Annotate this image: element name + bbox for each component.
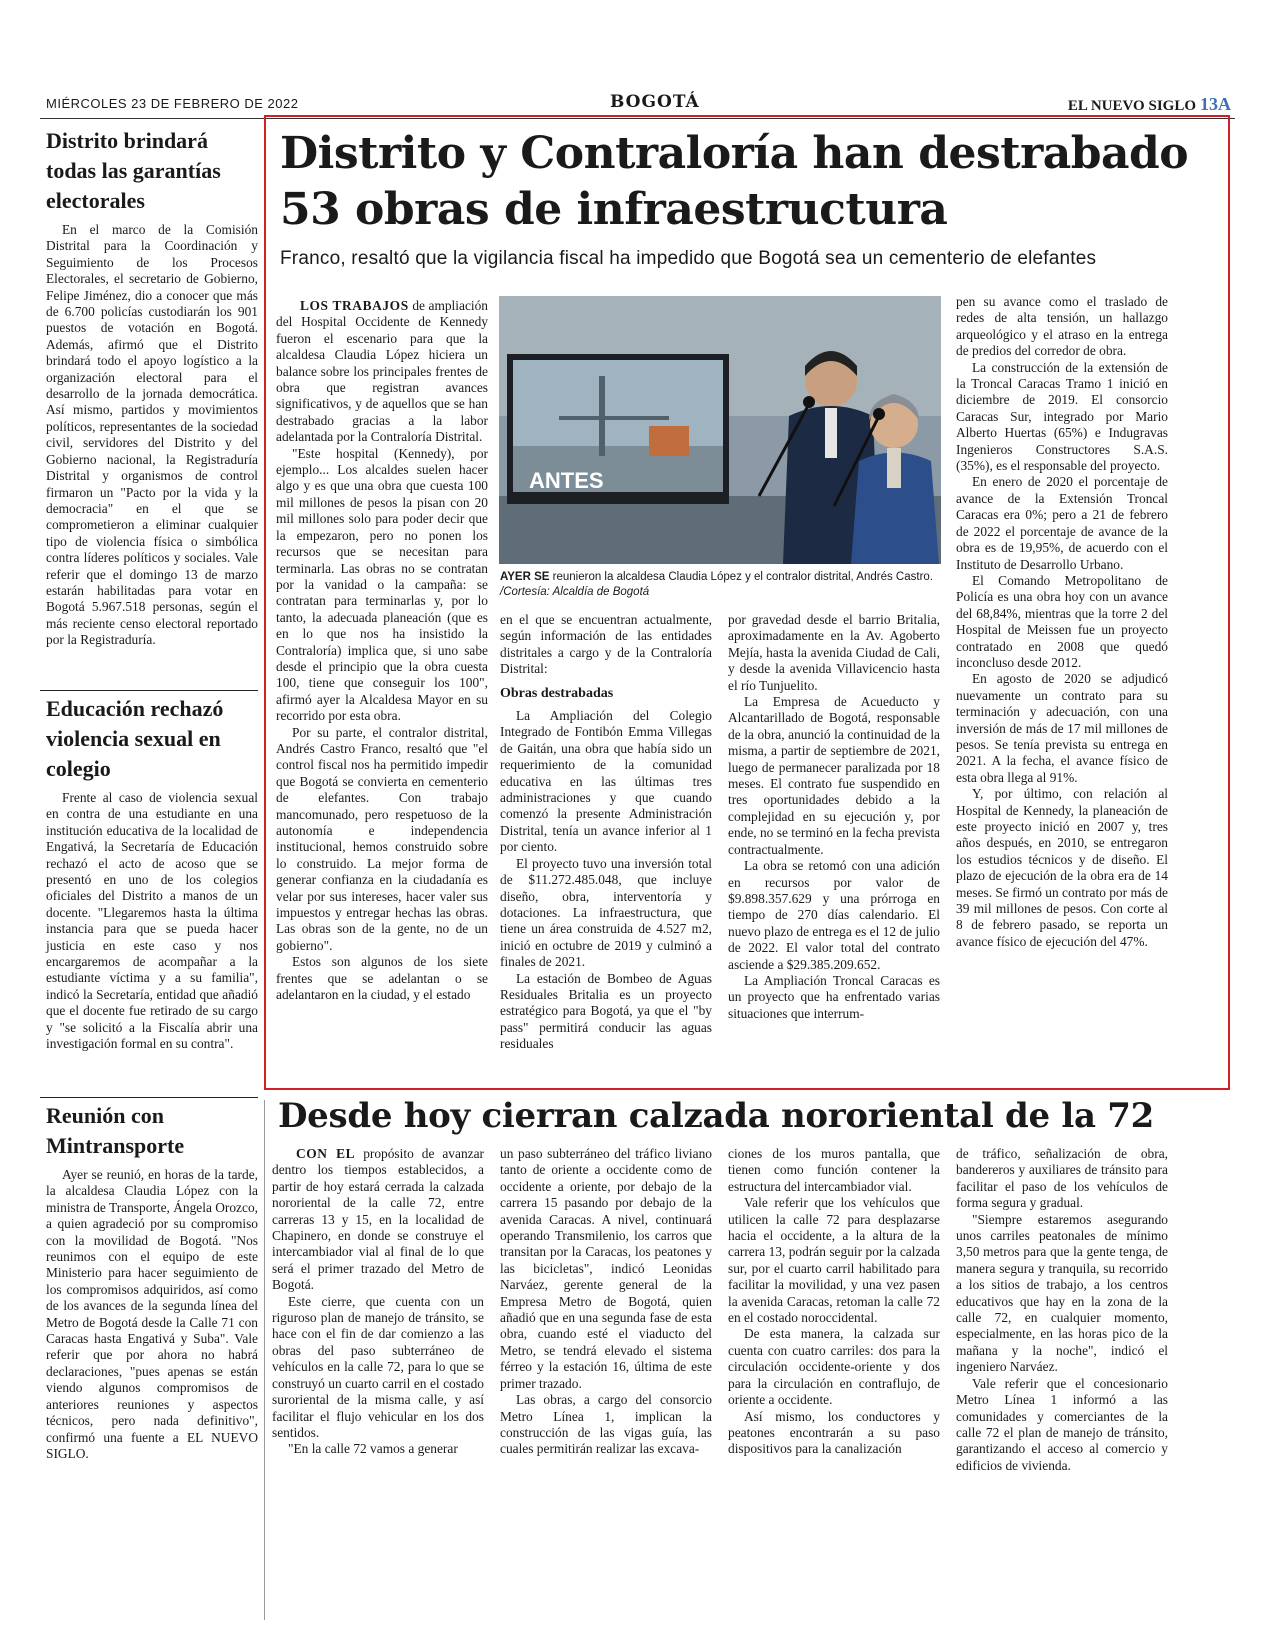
sidebar: [40, 694, 258, 1053]
paragraph: La obra se retomó con una adición en recursos por valor de $9.898.357.629 y una prórroga en tiempo de 270 días calendario. El nuevo plazo de entrega es el 12 de julio de 2022. El valor total del contrato asciende a $29.385.209.652.: [728, 858, 940, 972]
paragraph-text: propósito de avanzar dentro los tiempos establecidos, a partir de hoy estará cerrada la calzada nororiental de la calle 72, entre carreras 13 y 15, en la localidad de Chapinero, en donde se construye el intercambiador vial al final de lo que será el primer trazado del Metro de Bogotá.: [272, 1146, 484, 1293]
paragraph: de tráfico, señalización de obra, banderеros y auxiliares de tránsito para facilitar el paso de los vehículos de forma segura y gradual.: [956, 1146, 1168, 1211]
paragraph: La Ampliación del Colegio Integrado de Fontibón Emma Villegas de Gaitán, una obra que había sido un requerimiento de la comunidad educativa en las últimas tres administraciones y que cuando comenzó la presente Administración Distrital, tenía un avance inferior al 1 por ciento.: [500, 708, 712, 855]
main-story-header: [280, 126, 1210, 270]
paragraph: Vale referir que el concesionario Metro Línea 1 informó a las comunidades y comerciantes de la calle 72 el plan de manejo de tránsito, garantizando el acceso al comercio y edificios de vivienda.: [956, 1375, 1168, 1473]
second-story-title: Desde hoy cierran calzada nororiental de la 72: [278, 1096, 1154, 1136]
sidebar-story3-title: Reunión con Mintransporte: [46, 1103, 185, 1158]
paragraph: por gravedad desde el barrio Britalia, aproximadamente en la Av. Agoberto Mejía, hasta la avenida Ciudad de Cali, y desde la avenida Villavicencio hasta el río Tunjuelito.: [728, 612, 940, 693]
caption-text: reunieron la alcaldesa Claudia López y el contralor distrital, Andrés Castro.: [552, 571, 933, 583]
paragraph: En enero de 2020 el porcentaje de avance de la Extensión Troncal Caracas era 0%; pero a 21 de febrero de 2022 el porcentaje de avance de la obra es de 19,95%, de acuerdo con el Instituto de Desarrollo Urbano.: [956, 474, 1168, 572]
paragraph: Estos son algunos de los siete frentes que se adelantan o se adelantaron en la ciudad, y el estado: [276, 954, 488, 1003]
paragraph: Ayer se reunió, en horas de la tarde, la alcaldesa Claudia López con la ministra de Transporte, Ángela Orozco, a quien agradeció por su compromiso con la movilidad de Bogotá. "Nos reunimos con el equipo de este Ministerio para hacer seguimiento de los compromisos adquiridos, así como de los avances de la segunda línea del Metro de Bogotá desde la Calle 71 con Caracas hasta Engativá y Suba". Vale referir que por ahora no habrá declaraciones, "pues apenas se están viendo algunos compromisos de anteriores reuniones y aspectos técnicos, pero nada definitivo", confirmó una fuente a EL NUEVO SIGLO.: [46, 1167, 258, 1461]
paragraph: Por su parte, el contralor distrital, Andrés Castro Franco, resaltó que "el control fiscal nos ha permitido impedir que Bogotá se convierta en cementerio de elefantes. Con trabajo mancomunado, pero respetuoso de la autonomía e independencia institucional, hemos construido sobre lo construido. La mejor forma de generar confianza en la ciudadanía es velar por sus intereses, hacer valer sus impuestos y entregar hechas las obras. Las obras son de la gente, no de un gobierno".: [276, 724, 488, 953]
paragraph: El proyecto tuvo una inversión total de $11.272.485.048, que incluye diseño, obra, interventoría y dotaciones. La infraestructura, que tiene un área construida de 4.527 m2, inició en octubre de 2019 y culminó a finales de 2021.: [500, 855, 712, 970]
main-story-title: Distrito y Contraloría han destrabado 53 obras de infraestructura: [280, 128, 1189, 235]
screen-text: ANTES: [529, 468, 604, 493]
paragraph: Este cierre, que cuenta con un riguroso plan de manejo de tránsito, se hace con el fin de dar comienzo a las obras del paso subterráneo de vehículos en la calle 72, para lo que se construyó un cuarto carril en el costado suroriental de la misma calle, y así facilitar el flujo vehicular en los dos sentidos.: [272, 1293, 484, 1440]
paragraph: "En la calle 72 vamos a generar: [288, 1441, 458, 1457]
sidebar-story3-body: [40, 1167, 258, 1462]
second-story-column-2: [500, 1146, 712, 1458]
second-story-header: [278, 1094, 1228, 1138]
issue-date: MIÉRCOLES 23 DE FEBRERO DE 2022: [46, 96, 299, 111]
paragraph: [276, 298, 488, 446]
paragraph: ciones de los muros pantalla, que tienen como función contener la estructura del intercambiador vial.: [728, 1146, 940, 1194]
main-story-column-4: [956, 294, 1168, 950]
paper-title: EL NUEVO SIGLO: [1067, 98, 1196, 114]
paragraph: La Empresa de Acueducto y Alcantarillado de Bogotá, responsable de la obra, anunció la continuidad de la misma, a partir de septiembre de 2021, luego de permanecer paralizada por 18 meses. El contrato fue suspendido en tres oportunidades debido a la complejidad en su ejecución y, por ende, no se terminó en la fecha prevista contractualmente.: [728, 694, 940, 857]
paragraph: "Siempre estaremos asegurando unos carriles peatonales de mínimo 3,50 metros para que la gente tenga, de manera segura y tranquila, su recorrido a los sitios de trabajo, a los centros educativos que hay en la zona de la calle 72, en cualquier momento, especialmente, en las horas pico de la mañana y la noche", indicó el ingeniero Narváez.: [956, 1211, 1168, 1375]
news-photo: [499, 296, 941, 564]
section-subhead: Obras destrabadas: [500, 685, 614, 701]
paragraph: un paso subterráneo del tráfico liviano tanto de oriente a occidente como de occidente a oriente, por debajo de la carrera 15 pasando por debajo de la avenida Caracas. A nivel, continuará operando Transmilenio, los carros que transitan por la Caracas, los peatones y las bicicletas", indicó Leonidas Narváez, gerente general de la Empresa Metro de Bogotá, quien añadió que en una segunda fase de esta obra, cuando esté el viaducto del Metro, se tendrá elevado el sistema férreo y la estación 16, última de este primer trazado.: [500, 1146, 712, 1391]
main-story-column-1: [276, 298, 488, 1003]
photo-credit: /Cortesía: Alcaldía de Bogotá: [500, 586, 650, 598]
paragraph: En agosto de 2020 se adjudicó nuevamente un contrato para su terminación y adecuación, con una inversión de más de 17 mil millones de pesos. Se tenía prevista su entrega en 2021. A la fecha, el avance físico de esta obra llega al 91%.: [956, 671, 1168, 785]
column-rule: [264, 1100, 265, 1620]
paragraph: Las obras, a cargo del consorcio Metro Línea 1, implican la construcción de las vigas guía, las cuales permitirán realizar las excava-: [500, 1392, 712, 1457]
paragraph: La construcción de la extensión de la Troncal Caracas Tramo 1 inició en diciembre de 2019. El consorcio Caracas Sur, integrado por Mario Alberto Huertas (65%) e Indugravas Ingenieros Constructores S.A.S. (35%), es el responsable del proyecto.: [956, 359, 1168, 474]
paragraph: [272, 1146, 484, 1294]
main-story-column-2: [500, 612, 712, 1053]
second-story-column-4: [956, 1146, 1168, 1474]
section-name: BOGOTÁ: [610, 92, 700, 112]
paragraph: Frente al caso de violencia sexual en contra de una estudiante en una institución educativa de la localidad de Engativá, la Secretaría de Educación rechazó el acto de acoso que se presentó en uno de los colegios oficiales del Distrito a manos de un docente. "Llegaremos hasta la última instancia para que se pueda hacer justicia en este caso y nos encargaremos de acompañar a la estudiante víctima y a su familia", indicó la Secretaría, entidad que añadió que el docente fue retirado de su cargo y "se solicitó a la Fiscalía abrir una investigación formal en su contra".: [46, 790, 258, 1052]
sidebar-divider: [40, 690, 258, 691]
paragraph: En el marco de la Comisión Distrital para la Coordinación y Seguimiento de los Procesos Electorales, el secretario de Gobierno, Felipe Jiménez, dio a conocer que más de 6.700 policías custodiarán los 901 puestos de votación en Bogotá. Además, afirmó que el Distrito brindará todo el apoyo logístico a la organización electoral para el desarrollo de la jornada democrática. Así mismo, partidos y movimientos políticos, representantes de la sociedad civil, servidores del Distrito y del Gobierno nacional, la Registraduría Distrital y organismos de control firmaron un "Pacto por la vida y la democracia" en el que se comprometieron a eliminar cualquier tipo de violencia física o simbólica contra líderes políticos y sociales. Vale referir que el domingo 13 de marzo estarán habilitadas para votar en Bogotá 5.967.518 personas, según el más reciente censo electoral reportado por la Registraduría.: [46, 222, 258, 648]
paragraph: La estación de Bombeo de Aguas Residuales Britalia es un proyecto estratégico para Bogotá, ya que el "by pass" permitirá conducir las aguas residuales: [500, 970, 712, 1052]
paragraph: La Ampliación Troncal Caracas es un proyecto que ha enfrentado varias situaciones que interrum-: [728, 972, 940, 1021]
photo-caption: [500, 570, 942, 600]
sidebar-story1-title: Distrito brindará todas las garantías electorales: [46, 128, 221, 213]
paragraph: "Este hospital (Kennedy), por ejemplo... Los alcaldes suelen hacer algo y es que una obra que cuesta 100 mil millones de pesos la pisan con 20 mil millones solo para poder decir que la empezaron, pero no ponen los recursos que se necesitan para terminarla. Las obras no se contratan por la vanidad o la campaña: se contratan para terminarlas y, por lo tanto, la adecuada planeación (que es en lo que nos ha insistido la Contraloría) implica que, si uno sabe desde el principio que la obra cuesta 100, tiene que conseguir los 100", afirmó ayer la Alcaldesa Mayor en su recorrido por esta obra.: [276, 445, 488, 724]
paragraph: El Comando Metropolitano de Policía es una obra hoy con un avance del 68,84%, mientras que la torre 2 del Hospital de Meissen fue un proyecto contratado en 2008 que quedó inconcluso desde 2012.: [956, 572, 1168, 670]
second-story-column-1: [272, 1146, 484, 1458]
sidebar-story2-title: Educación rechazó violencia sexual en colegio: [46, 696, 224, 781]
photo-illustration: [499, 296, 941, 564]
lead-word: CON EL: [296, 1146, 356, 1161]
lead-word: LOS TRABAJOS: [300, 298, 409, 313]
paragraph: Así mismo, los conductores y peatones encontrarán a su paso dispositivos para la canalización: [728, 1408, 940, 1457]
paragraph-text: de ampliación del Hospital Occidente de Kennedy fueron el escenario para que la alcaldesa Claudia López hiciera un balance sobre los principales frentes de obra que registran avances significativos, y de aquellos que se han destrabado gracias a la labor adelantada por la Contraloría Distrital.: [276, 298, 488, 445]
sidebar: [40, 126, 258, 649]
paragraph: Y, por último, con relación al Hospital de Kennedy, la planeación de este proyecto inició en 2007 y, tres años después, en 2010, se entregaron los estudios técnicos y de diseño. El plazo de ejecución de la obra era de 14 meses. Se firmó un contrato por más de 39 mil millones de pesos. Con corte al 8 de febrero pasado, se reporta un avance físico de ejecución del 47%.: [956, 786, 1168, 949]
main-story-column-3: [728, 612, 940, 1022]
sidebar-story1-body: [40, 222, 258, 649]
sidebar-story2-body: [40, 790, 258, 1053]
paragraph: De esta manera, la calzada sur cuenta con cuatro carriles: dos para la circulación occidente-oriente y dos para la circulación en contraflujo, de oriente a occidente.: [728, 1326, 940, 1408]
sidebar: [40, 1101, 258, 1462]
main-story-subtitle: Franco, resaltó que la vigilancia fiscal ha impedido que Bogotá sea un cementerio de elefantes: [280, 248, 1097, 269]
paragraph: en el que se encuentran actualmente, según información de las entidades distritales a cargo y de la Contraloría Distrital:: [500, 612, 712, 677]
paragraph: pen su avance como el traslado de redes de alta tensión, un hallazgo arqueológico y el atraso en la entrega de predios del corredor de obra.: [956, 294, 1168, 359]
page-number: 13A: [1200, 94, 1231, 114]
sidebar-divider: [40, 1097, 258, 1098]
second-story-column-3: [728, 1146, 940, 1458]
paper-name: [1068, 94, 1231, 115]
caption-lead: AYER SE: [500, 571, 550, 583]
paragraph: Vale referir que los vehículos que utilicen la calle 72 para desplazarse hacia el occidente, a la altura de la carrera 13, podrán seguir por la calzada sur, por el cuarto carril habilitado para facilitar la movilidad, y una vez pasen la avenida Caracas, retoman la calle 72 en el costado noroccidental.: [728, 1195, 940, 1326]
